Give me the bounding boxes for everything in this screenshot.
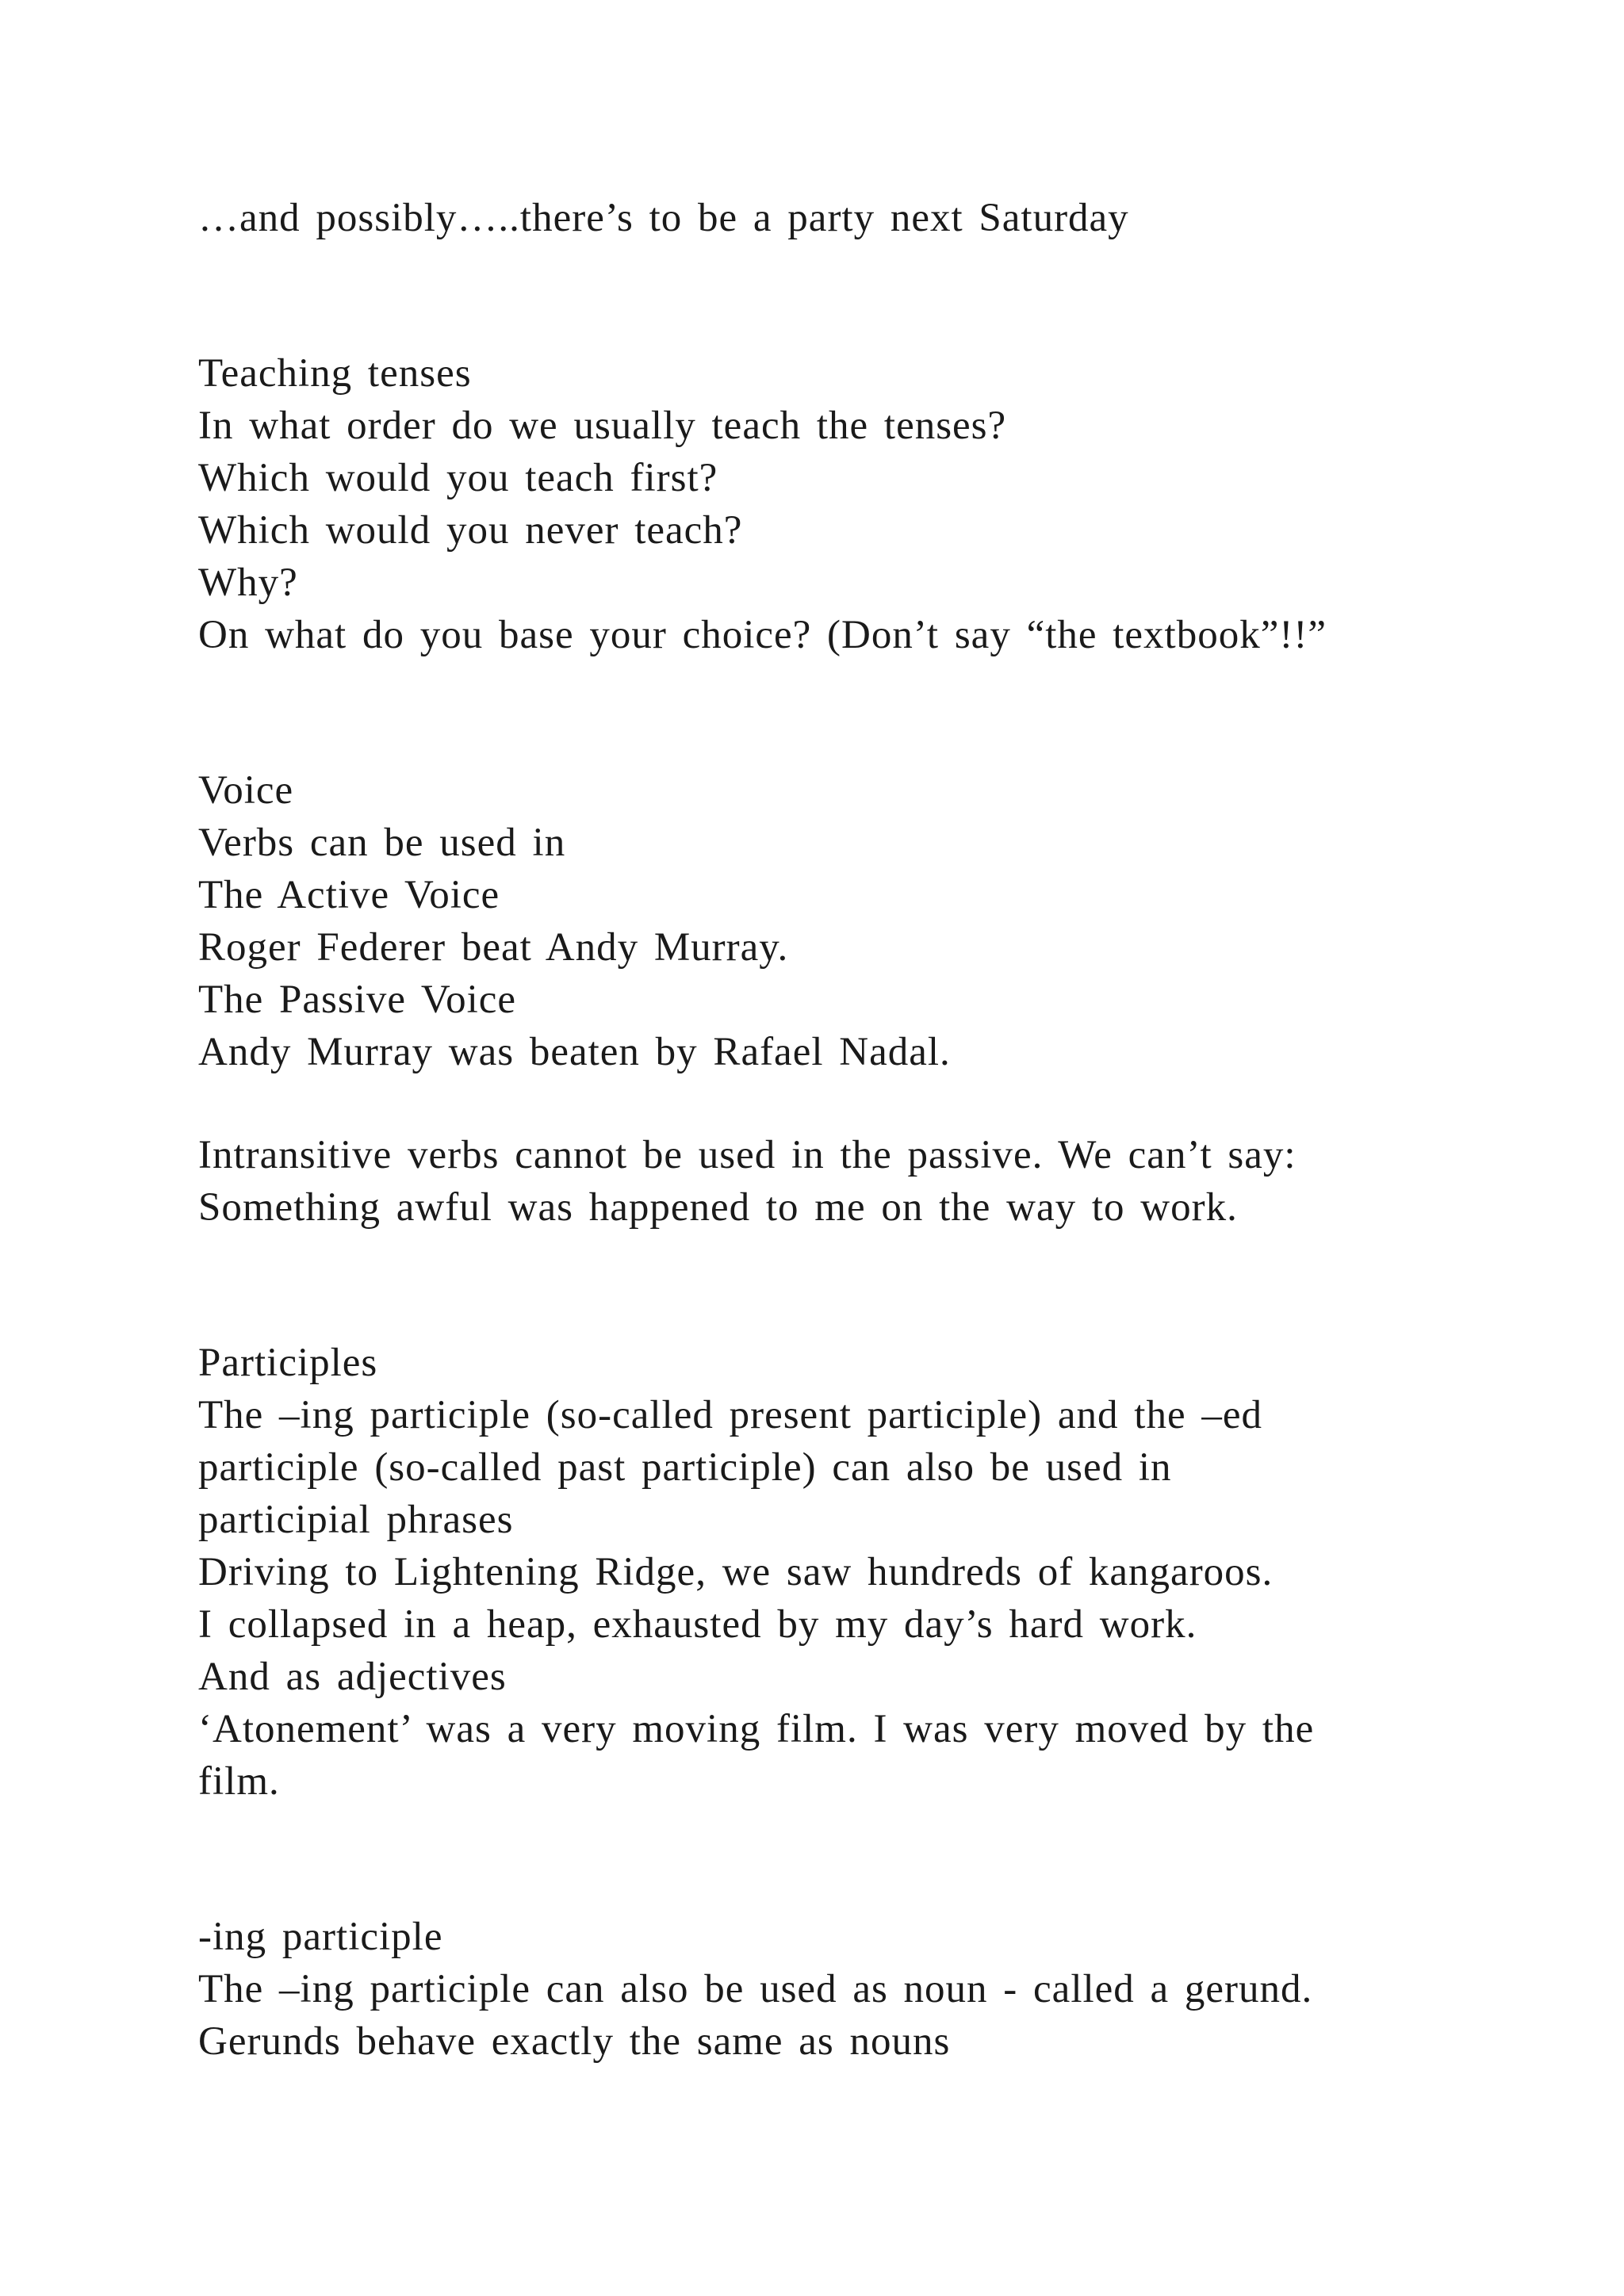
text-line: Which would you teach first? — [198, 456, 718, 500]
section-heading: Participles — [198, 1341, 378, 1385]
text-line: I collapsed in a heap, exhausted by my day’s hard work. — [198, 1602, 1197, 1647]
section-heading: -ing participle — [198, 1915, 443, 1959]
text-line: On what do you base your choice? (Don’t say “the textbook”!!” — [198, 613, 1327, 657]
text-line: Which would you never teach? — [198, 508, 743, 553]
text-line: participial phrases — [198, 1498, 514, 1542]
text-line: The –ing participle can also be used as noun - called a gerund. — [198, 1967, 1313, 2011]
text-line: The Active Voice — [198, 873, 500, 917]
text-line: And as adjectives — [198, 1655, 507, 1699]
text-line: Roger Federer beat Andy Murray. — [198, 925, 789, 970]
text-line: Driving to Lightening Ridge, we saw hundreds of kangaroos. — [198, 1550, 1274, 1594]
text-line: participle (so-called past participle) can also be used in — [198, 1445, 1172, 1490]
section-ing-participle — [198, 1911, 1435, 2068]
section-teaching-tenses — [198, 347, 1435, 661]
text-line: Andy Murray was beaten by Rafael Nadal. — [198, 1030, 951, 1074]
intro-line: …and possibly…..there’s to be a party next Saturday — [198, 196, 1129, 240]
text-line: Verbs can be used in — [198, 821, 566, 865]
text-line: film. — [198, 1759, 280, 1804]
section-participles — [198, 1337, 1435, 1808]
section-heading: Teaching tenses — [198, 351, 472, 396]
document-body — [198, 192, 1435, 2068]
text-line: In what order do we usually teach the tenses? — [198, 404, 1007, 448]
text-line: The –ing participle (so-called present participle) and the –ed — [198, 1393, 1262, 1437]
text-line: Gerunds behave exactly the same as nouns — [198, 2019, 951, 2064]
text-line: The Passive Voice — [198, 978, 517, 1022]
text-line: ‘Atonement’ was a very moving film. I was very moved by the — [198, 1707, 1315, 1751]
text-line: Intransitive verbs cannot be used in the passive. We can’t say: — [198, 1133, 1297, 1177]
section-heading: Voice — [198, 768, 294, 813]
section-voice — [198, 764, 1435, 1234]
text-line: Something awful was happened to me on the way to work. — [198, 1185, 1238, 1230]
text-line: Why? — [198, 561, 298, 605]
